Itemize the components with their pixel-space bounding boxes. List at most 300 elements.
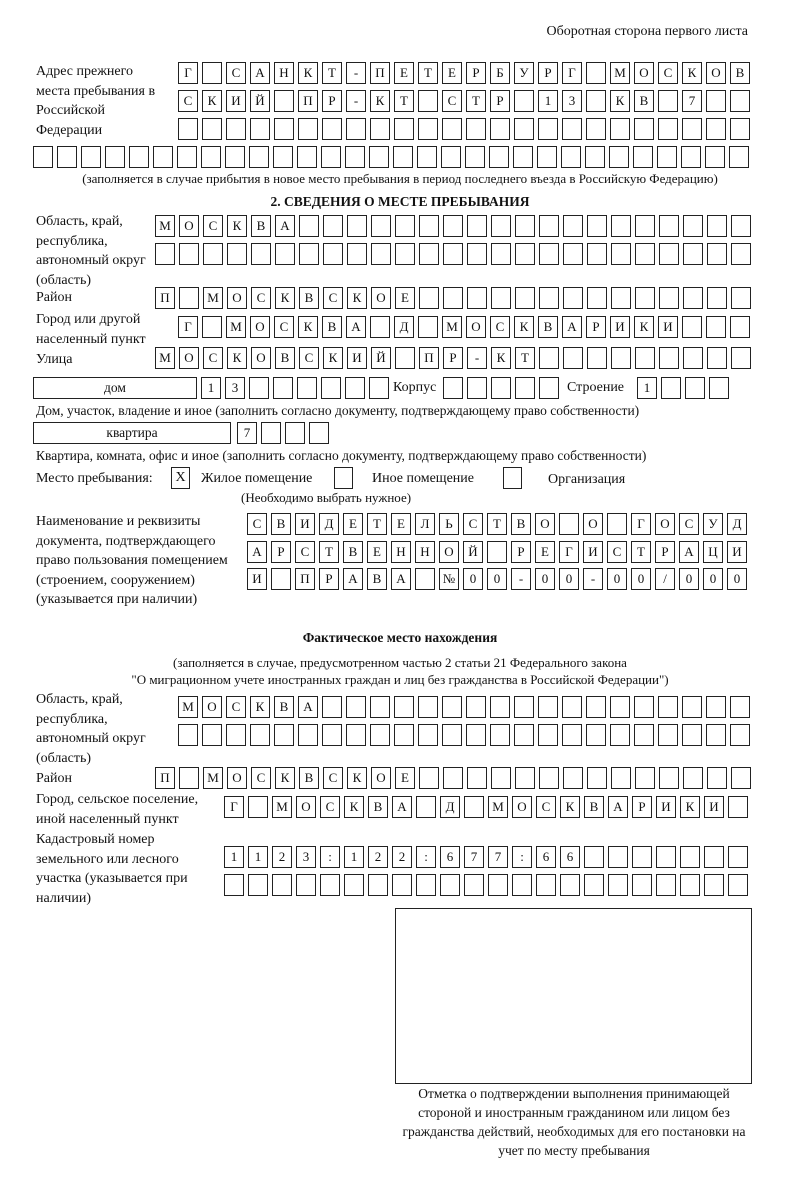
letter-cell[interactable]: Й <box>371 347 391 369</box>
letter-cell[interactable]: М <box>272 796 292 818</box>
letter-cell[interactable] <box>683 347 703 369</box>
letter-cell[interactable] <box>730 118 750 140</box>
letter-cell[interactable] <box>179 287 199 309</box>
letter-cell[interactable]: Р <box>322 90 342 112</box>
letter-cell[interactable] <box>249 146 269 168</box>
letter-cell[interactable] <box>394 724 414 746</box>
letter-cell[interactable] <box>704 846 724 868</box>
letter-cell[interactable] <box>514 696 534 718</box>
letter-cell[interactable] <box>515 243 535 265</box>
letter-cell[interactable] <box>298 724 318 746</box>
letter-cell[interactable] <box>563 243 583 265</box>
letter-cell[interactable] <box>610 696 630 718</box>
letter-cell[interactable] <box>682 118 702 140</box>
letter-cell[interactable]: К <box>682 62 702 84</box>
letter-cell[interactable] <box>285 422 305 444</box>
letter-cell[interactable] <box>514 118 534 140</box>
letter-cell[interactable]: Й <box>463 541 483 563</box>
letter-cell[interactable] <box>658 696 678 718</box>
letter-cell[interactable]: Д <box>440 796 460 818</box>
letter-cell[interactable] <box>178 724 198 746</box>
letter-cell[interactable] <box>659 767 679 789</box>
letter-cell[interactable]: О <box>583 513 603 535</box>
letter-cell[interactable] <box>323 215 343 237</box>
letter-cell[interactable]: К <box>275 287 295 309</box>
letter-cell[interactable] <box>611 767 631 789</box>
letter-cell[interactable] <box>296 874 316 896</box>
letter-cell[interactable] <box>273 146 293 168</box>
letter-cell[interactable]: 2 <box>272 846 292 868</box>
letter-cell[interactable]: С <box>295 541 315 563</box>
letter-cell[interactable] <box>443 377 463 399</box>
letter-cell[interactable]: С <box>299 347 319 369</box>
letter-cell[interactable]: С <box>274 316 294 338</box>
letter-cell[interactable] <box>419 215 439 237</box>
letter-cell[interactable] <box>608 874 628 896</box>
letter-cell[interactable] <box>418 118 438 140</box>
letter-cell[interactable]: А <box>275 215 295 237</box>
letter-cell[interactable]: С <box>226 62 246 84</box>
letter-cell[interactable]: Е <box>394 62 414 84</box>
letter-cell[interactable] <box>271 568 291 590</box>
letter-cell[interactable] <box>731 287 751 309</box>
letter-cell[interactable] <box>731 767 751 789</box>
letter-cell[interactable]: Р <box>490 90 510 112</box>
letter-cell[interactable]: А <box>562 316 582 338</box>
letter-cell[interactable] <box>441 146 461 168</box>
letter-cell[interactable] <box>395 347 415 369</box>
letter-cell[interactable] <box>729 146 749 168</box>
letter-cell[interactable]: В <box>271 513 291 535</box>
letter-cell[interactable]: 0 <box>487 568 507 590</box>
letter-cell[interactable] <box>562 118 582 140</box>
letter-cell[interactable]: В <box>634 90 654 112</box>
letter-cell[interactable]: М <box>203 287 223 309</box>
letter-cell[interactable]: М <box>610 62 630 84</box>
letter-cell[interactable]: / <box>655 568 675 590</box>
letter-cell[interactable]: Р <box>271 541 291 563</box>
letter-cell[interactable] <box>731 243 751 265</box>
letter-cell[interactable]: Ц <box>703 541 723 563</box>
letter-cell[interactable] <box>153 146 173 168</box>
letter-cell[interactable] <box>659 243 679 265</box>
letter-cell[interactable]: 3 <box>562 90 582 112</box>
letter-cell[interactable] <box>490 696 510 718</box>
letter-cell[interactable] <box>538 724 558 746</box>
letter-cell[interactable] <box>465 146 485 168</box>
letter-cell[interactable]: Т <box>631 541 651 563</box>
letter-cell[interactable]: С <box>247 513 267 535</box>
letter-cell[interactable] <box>657 146 677 168</box>
letter-cell[interactable] <box>683 767 703 789</box>
letter-cell[interactable] <box>659 347 679 369</box>
letter-cell[interactable]: 0 <box>607 568 627 590</box>
letter-cell[interactable] <box>586 696 606 718</box>
letter-cell[interactable]: - <box>346 62 366 84</box>
letter-cell[interactable] <box>275 243 295 265</box>
letter-cell[interactable]: О <box>251 347 271 369</box>
letter-cell[interactable] <box>536 874 556 896</box>
letter-cell[interactable] <box>346 118 366 140</box>
letter-cell[interactable] <box>440 874 460 896</box>
letter-cell[interactable] <box>347 215 367 237</box>
letter-cell[interactable]: К <box>347 767 367 789</box>
letter-cell[interactable]: Е <box>395 767 415 789</box>
letter-cell[interactable] <box>226 118 246 140</box>
letter-cell[interactable] <box>464 874 484 896</box>
letter-cell[interactable]: О <box>512 796 532 818</box>
letter-cell[interactable] <box>587 215 607 237</box>
letter-cell[interactable]: С <box>251 287 271 309</box>
letter-cell[interactable] <box>611 215 631 237</box>
letter-cell[interactable]: Р <box>319 568 339 590</box>
letter-cell[interactable] <box>706 724 726 746</box>
letter-cell[interactable]: В <box>730 62 750 84</box>
letter-cell[interactable]: 0 <box>559 568 579 590</box>
letter-cell[interactable]: С <box>226 696 246 718</box>
letter-cell[interactable] <box>562 724 582 746</box>
letter-cell[interactable]: М <box>203 767 223 789</box>
letter-cell[interactable] <box>611 347 631 369</box>
letter-cell[interactable] <box>274 724 294 746</box>
letter-cell[interactable]: О <box>439 541 459 563</box>
letter-cell[interactable]: В <box>322 316 342 338</box>
letter-cell[interactable] <box>680 874 700 896</box>
letter-cell[interactable] <box>273 377 293 399</box>
letter-cell[interactable]: В <box>367 568 387 590</box>
letter-cell[interactable]: Г <box>559 541 579 563</box>
letter-cell[interactable] <box>587 767 607 789</box>
letter-cell[interactable]: Т <box>319 541 339 563</box>
letter-cell[interactable] <box>658 118 678 140</box>
letter-cell[interactable] <box>155 243 175 265</box>
letter-cell[interactable] <box>418 316 438 338</box>
letter-cell[interactable] <box>491 377 511 399</box>
letter-cell[interactable]: Д <box>394 316 414 338</box>
letter-cell[interactable]: С <box>658 62 678 84</box>
letter-cell[interactable] <box>561 146 581 168</box>
letter-cell[interactable] <box>730 696 750 718</box>
letter-cell[interactable] <box>224 874 244 896</box>
letter-cell[interactable] <box>584 846 604 868</box>
letter-cell[interactable]: Е <box>367 541 387 563</box>
letter-cell[interactable] <box>728 846 748 868</box>
letter-cell[interactable] <box>442 118 462 140</box>
letter-cell[interactable]: Е <box>535 541 555 563</box>
letter-cell[interactable] <box>248 796 268 818</box>
letter-cell[interactable] <box>706 316 726 338</box>
letter-cell[interactable] <box>706 90 726 112</box>
letter-cell[interactable] <box>395 215 415 237</box>
letter-cell[interactable] <box>368 874 388 896</box>
letter-cell[interactable]: 0 <box>679 568 699 590</box>
letter-cell[interactable] <box>634 696 654 718</box>
letter-cell[interactable] <box>394 118 414 140</box>
letter-cell[interactable]: 0 <box>703 568 723 590</box>
letter-cell[interactable]: 7 <box>237 422 257 444</box>
letter-cell[interactable]: К <box>298 62 318 84</box>
letter-cell[interactable] <box>539 377 559 399</box>
letter-cell[interactable]: М <box>178 696 198 718</box>
letter-cell[interactable]: И <box>704 796 724 818</box>
letter-cell[interactable]: С <box>323 287 343 309</box>
letter-cell[interactable] <box>57 146 77 168</box>
letter-cell[interactable]: Р <box>655 541 675 563</box>
letter-cell[interactable] <box>81 146 101 168</box>
letter-cell[interactable] <box>370 696 390 718</box>
letter-cell[interactable]: Г <box>178 316 198 338</box>
letter-cell[interactable]: С <box>178 90 198 112</box>
letter-cell[interactable] <box>371 215 391 237</box>
letter-cell[interactable] <box>658 724 678 746</box>
letter-cell[interactable] <box>467 243 487 265</box>
letter-cell[interactable]: С <box>607 541 627 563</box>
letter-cell[interactable]: Д <box>319 513 339 535</box>
letter-cell[interactable]: О <box>202 696 222 718</box>
letter-cell[interactable]: О <box>535 513 555 535</box>
letter-cell[interactable] <box>705 146 725 168</box>
letter-cell[interactable]: : <box>512 846 532 868</box>
letter-cell[interactable] <box>682 696 702 718</box>
letter-cell[interactable]: 0 <box>463 568 483 590</box>
letter-cell[interactable]: И <box>347 347 367 369</box>
letter-cell[interactable] <box>490 118 510 140</box>
letter-cell[interactable] <box>393 146 413 168</box>
letter-cell[interactable]: Н <box>415 541 435 563</box>
letter-cell[interactable] <box>706 696 726 718</box>
letter-cell[interactable] <box>321 146 341 168</box>
letter-cell[interactable] <box>274 118 294 140</box>
letter-cell[interactable] <box>274 90 294 112</box>
letter-cell[interactable]: А <box>391 568 411 590</box>
letter-cell[interactable] <box>417 146 437 168</box>
letter-cell[interactable] <box>299 243 319 265</box>
letter-cell[interactable] <box>489 146 509 168</box>
letter-cell[interactable]: 7 <box>682 90 702 112</box>
letter-cell[interactable] <box>730 90 750 112</box>
letter-cell[interactable]: Р <box>538 62 558 84</box>
letter-cell[interactable]: К <box>491 347 511 369</box>
letter-cell[interactable] <box>443 215 463 237</box>
letter-cell[interactable] <box>632 874 652 896</box>
letter-cell[interactable]: Т <box>394 90 414 112</box>
letter-cell[interactable] <box>225 146 245 168</box>
letter-cell[interactable]: О <box>371 287 391 309</box>
letter-cell[interactable] <box>685 377 705 399</box>
letter-cell[interactable] <box>537 146 557 168</box>
letter-cell[interactable] <box>202 118 222 140</box>
letter-cell[interactable]: В <box>511 513 531 535</box>
letter-cell[interactable]: О <box>179 215 199 237</box>
letter-cell[interactable]: И <box>295 513 315 535</box>
letter-cell[interactable] <box>560 874 580 896</box>
letter-cell[interactable]: 6 <box>536 846 556 868</box>
letter-cell[interactable]: 1 <box>538 90 558 112</box>
letter-cell[interactable]: М <box>488 796 508 818</box>
letter-cell[interactable] <box>707 767 727 789</box>
letter-cell[interactable] <box>179 243 199 265</box>
letter-cell[interactable]: Р <box>632 796 652 818</box>
letter-cell[interactable] <box>418 696 438 718</box>
letter-cell[interactable]: Е <box>391 513 411 535</box>
letter-cell[interactable]: П <box>370 62 390 84</box>
letter-cell[interactable] <box>515 215 535 237</box>
letter-cell[interactable]: Р <box>511 541 531 563</box>
letter-cell[interactable] <box>539 215 559 237</box>
letter-cell[interactable]: 3 <box>225 377 245 399</box>
letter-cell[interactable] <box>322 724 342 746</box>
letter-cell[interactable]: С <box>536 796 556 818</box>
letter-cell[interactable]: Р <box>466 62 486 84</box>
letter-cell[interactable] <box>201 146 221 168</box>
letter-cell[interactable] <box>656 846 676 868</box>
letter-cell[interactable] <box>728 796 748 818</box>
letter-cell[interactable]: 6 <box>560 846 580 868</box>
letter-cell[interactable]: И <box>226 90 246 112</box>
letter-cell[interactable] <box>320 874 340 896</box>
letter-cell[interactable] <box>512 874 532 896</box>
letter-cell[interactable] <box>371 243 391 265</box>
letter-cell[interactable] <box>704 874 724 896</box>
letter-cell[interactable] <box>419 243 439 265</box>
letter-cell[interactable] <box>33 146 53 168</box>
letter-cell[interactable] <box>251 243 271 265</box>
letter-cell[interactable]: И <box>247 568 267 590</box>
letter-cell[interactable]: 7 <box>488 846 508 868</box>
letter-cell[interactable]: В <box>368 796 388 818</box>
letter-cell[interactable] <box>586 118 606 140</box>
letter-cell[interactable] <box>586 724 606 746</box>
letter-cell[interactable]: У <box>514 62 534 84</box>
letter-cell[interactable]: В <box>538 316 558 338</box>
letter-cell[interactable]: К <box>560 796 580 818</box>
letter-cell[interactable] <box>515 377 535 399</box>
letter-cell[interactable]: 0 <box>727 568 747 590</box>
letter-cell[interactable]: К <box>202 90 222 112</box>
letter-cell[interactable]: Т <box>466 90 486 112</box>
letter-cell[interactable]: Г <box>178 62 198 84</box>
letter-cell[interactable]: А <box>247 541 267 563</box>
letter-cell[interactable]: - <box>583 568 603 590</box>
letter-cell[interactable] <box>659 287 679 309</box>
letter-cell[interactable] <box>683 287 703 309</box>
letter-cell[interactable] <box>563 347 583 369</box>
letter-cell[interactable]: № <box>439 568 459 590</box>
letter-cell[interactable] <box>635 767 655 789</box>
option-other-premises-checkbox[interactable] <box>334 467 353 489</box>
letter-cell[interactable] <box>491 287 511 309</box>
letter-cell[interactable] <box>466 118 486 140</box>
letter-cell[interactable] <box>467 287 487 309</box>
letter-cell[interactable] <box>730 724 750 746</box>
letter-cell[interactable] <box>416 874 436 896</box>
letter-cell[interactable]: Е <box>395 287 415 309</box>
letter-cell[interactable] <box>203 243 223 265</box>
letter-cell[interactable] <box>515 287 535 309</box>
letter-cell[interactable]: Л <box>415 513 435 535</box>
letter-cell[interactable]: К <box>634 316 654 338</box>
letter-cell[interactable] <box>587 243 607 265</box>
letter-cell[interactable] <box>392 874 412 896</box>
letter-cell[interactable]: : <box>416 846 436 868</box>
letter-cell[interactable]: А <box>392 796 412 818</box>
letter-cell[interactable]: М <box>155 215 175 237</box>
letter-cell[interactable]: И <box>658 316 678 338</box>
letter-cell[interactable] <box>394 696 414 718</box>
letter-cell[interactable] <box>559 513 579 535</box>
letter-cell[interactable]: Г <box>224 796 244 818</box>
letter-cell[interactable] <box>585 146 605 168</box>
letter-cell[interactable] <box>309 422 329 444</box>
letter-cell[interactable]: М <box>226 316 246 338</box>
letter-cell[interactable] <box>586 90 606 112</box>
letter-cell[interactable]: Ь <box>439 513 459 535</box>
letter-cell[interactable] <box>370 724 390 746</box>
letter-cell[interactable] <box>539 287 559 309</box>
letter-cell[interactable]: С <box>442 90 462 112</box>
letter-cell[interactable]: К <box>680 796 700 818</box>
letter-cell[interactable]: Й <box>250 90 270 112</box>
letter-cell[interactable] <box>635 215 655 237</box>
letter-cell[interactable]: 2 <box>392 846 412 868</box>
letter-cell[interactable] <box>415 568 435 590</box>
letter-cell[interactable] <box>369 146 389 168</box>
letter-cell[interactable]: 3 <box>296 846 316 868</box>
letter-cell[interactable] <box>610 118 630 140</box>
letter-cell[interactable] <box>105 146 125 168</box>
letter-cell[interactable] <box>323 243 343 265</box>
letter-cell[interactable] <box>707 347 727 369</box>
letter-cell[interactable]: - <box>467 347 487 369</box>
letter-cell[interactable]: О <box>466 316 486 338</box>
letter-cell[interactable] <box>491 215 511 237</box>
letter-cell[interactable] <box>731 347 751 369</box>
letter-cell[interactable] <box>608 846 628 868</box>
letter-cell[interactable]: О <box>634 62 654 84</box>
letter-cell[interactable] <box>584 874 604 896</box>
letter-cell[interactable] <box>607 513 627 535</box>
letter-cell[interactable]: 6 <box>440 846 460 868</box>
letter-cell[interactable]: 1 <box>224 846 244 868</box>
letter-cell[interactable]: П <box>295 568 315 590</box>
letter-cell[interactable]: Д <box>727 513 747 535</box>
letter-cell[interactable]: В <box>343 541 363 563</box>
letter-cell[interactable]: Н <box>391 541 411 563</box>
letter-cell[interactable] <box>202 316 222 338</box>
letter-cell[interactable] <box>347 243 367 265</box>
letter-cell[interactable]: 7 <box>464 846 484 868</box>
letter-cell[interactable]: В <box>299 767 319 789</box>
letter-cell[interactable] <box>683 215 703 237</box>
letter-cell[interactable] <box>539 243 559 265</box>
letter-cell[interactable] <box>539 347 559 369</box>
letter-cell[interactable]: О <box>655 513 675 535</box>
letter-cell[interactable]: В <box>584 796 604 818</box>
letter-cell[interactable] <box>661 377 681 399</box>
letter-cell[interactable] <box>514 724 534 746</box>
letter-cell[interactable]: К <box>323 347 343 369</box>
letter-cell[interactable] <box>680 846 700 868</box>
option-organization-checkbox[interactable] <box>503 467 522 489</box>
letter-cell[interactable] <box>322 118 342 140</box>
letter-cell[interactable]: 2 <box>368 846 388 868</box>
letter-cell[interactable] <box>514 90 534 112</box>
letter-cell[interactable]: И <box>610 316 630 338</box>
letter-cell[interactable]: С <box>463 513 483 535</box>
letter-cell[interactable] <box>321 377 341 399</box>
letter-cell[interactable] <box>728 874 748 896</box>
letter-cell[interactable]: - <box>346 90 366 112</box>
